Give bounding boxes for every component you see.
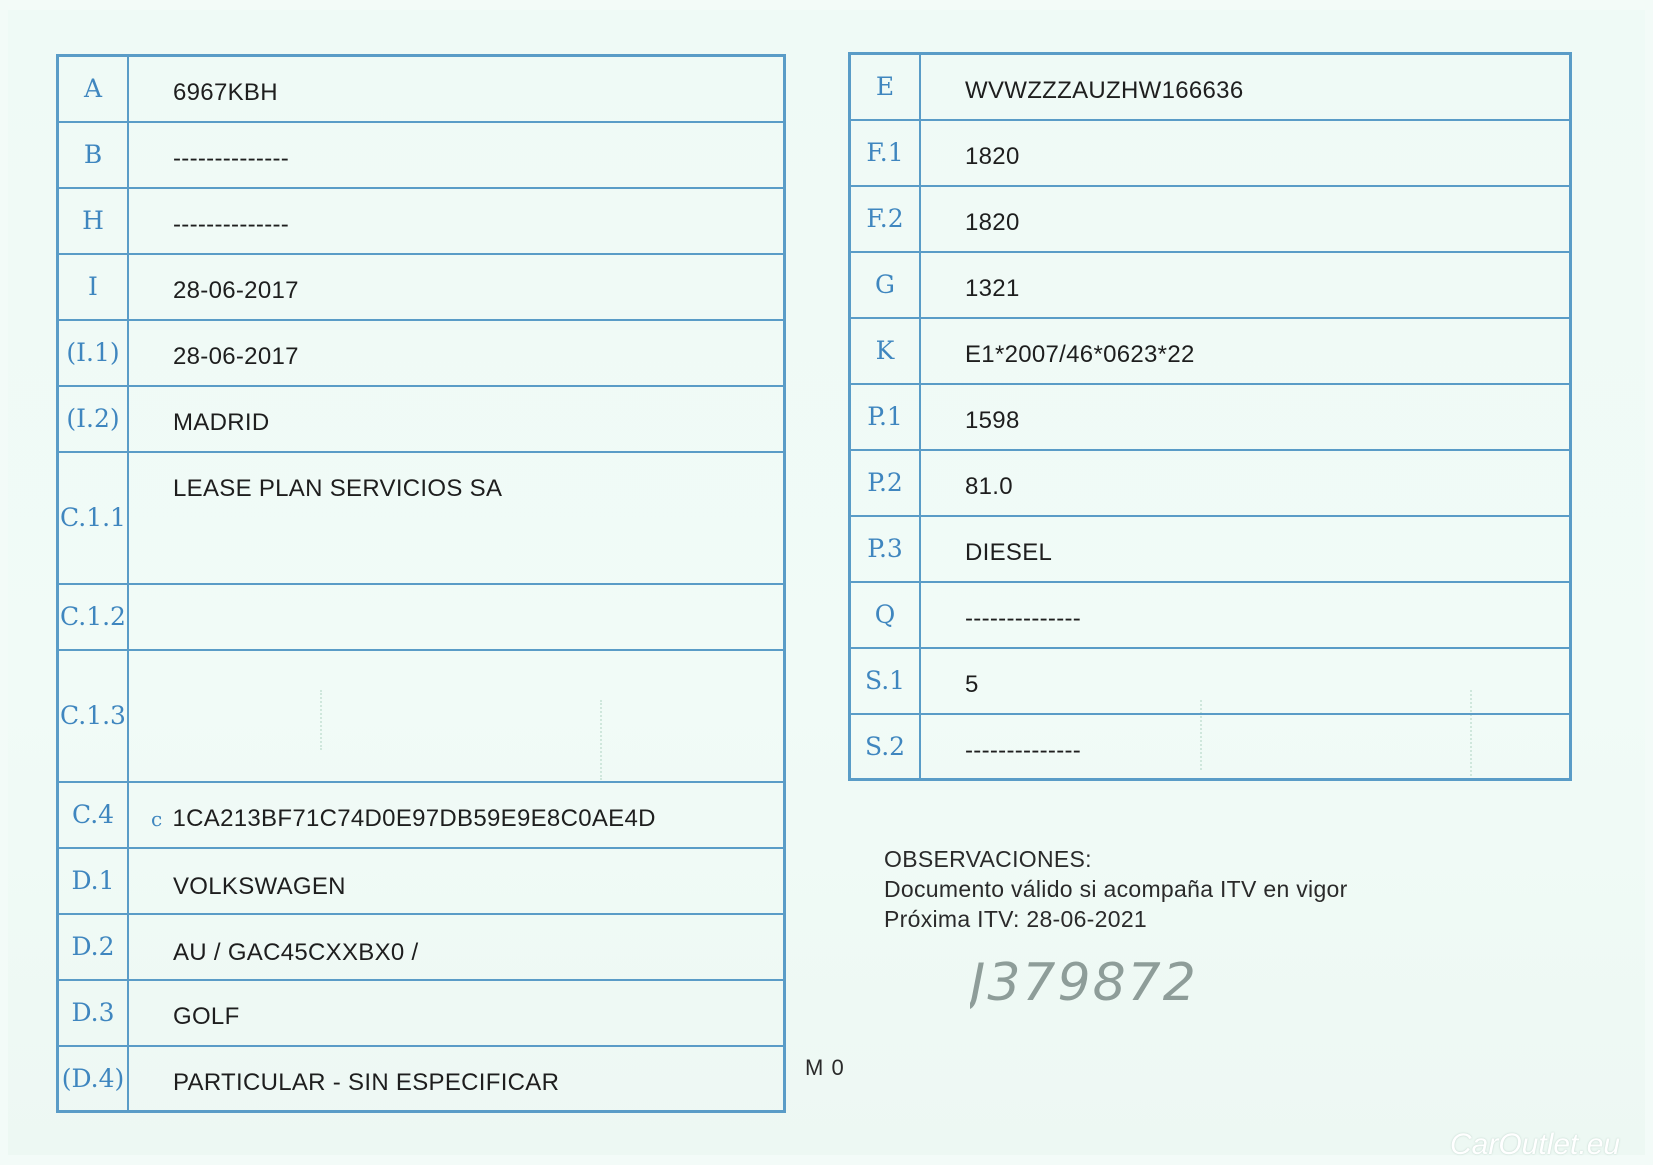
field-code: A [58,56,129,122]
table-row [850,54,1571,120]
field-code: S.1 [850,648,921,714]
field-value-type: AU / GAC45CXXBX0 / [128,914,785,980]
table-row [850,120,1571,186]
left-registration-table [56,54,786,1113]
field-value: 1820 [920,120,1571,186]
field-value: -------------- [128,122,785,188]
field-code: D.3 [58,980,129,1046]
field-value-hash: 1CA213BF71C74D0E97DB59E9E8C0AE4D [172,804,656,832]
table-row [58,584,785,650]
field-value-make: VOLKSWAGEN [128,848,785,914]
table-row [58,980,785,1046]
field-value-c4 [128,782,785,848]
table-row [850,648,1571,714]
observations-block [884,844,1348,934]
table-row [58,650,785,782]
field-code: (I.1) [58,320,129,386]
field-value-model: GOLF [128,980,785,1046]
table-row [58,848,785,914]
field-code: D.1 [58,848,129,914]
table-row [850,318,1571,384]
field-prefix: c [151,806,163,831]
field-code: C.1.1 [58,452,129,584]
field-value: -------------- [920,714,1571,780]
field-code: (D.4) [58,1046,129,1112]
table-row [850,714,1571,780]
field-code: P.1 [850,384,921,450]
field-code: E [850,54,921,120]
field-code: D.2 [58,914,129,980]
field-value-approval: E1*2007/46*0623*22 [920,318,1571,384]
right-registration-table [848,52,1572,781]
field-code: K [850,318,921,384]
table-row [58,320,785,386]
table-row [58,254,785,320]
table-row [58,122,785,188]
field-value: -------------- [128,188,785,254]
table-row [58,782,785,848]
field-value: 1598 [920,384,1571,450]
field-value-owner: LEASE PLAN SERVICIOS SA [128,452,785,584]
field-value: 1820 [920,186,1571,252]
field-code: H [58,188,129,254]
field-value-city: MADRID [128,386,785,452]
field-code: F.1 [850,120,921,186]
table-row [58,914,785,980]
table-row [850,582,1571,648]
field-value: 81.0 [920,450,1571,516]
field-value-vin: WVWZZZAUZHW166636 [920,54,1571,120]
handwritten-number [970,950,1210,1020]
m-code-label: M 0 [805,1055,845,1080]
field-code: P.3 [850,516,921,582]
field-code: S.2 [850,714,921,780]
observations-title: OBSERVACIONES: [884,846,1092,872]
field-value-use: PARTICULAR - SIN ESPECIFICAR [128,1046,785,1112]
table-row [58,56,785,122]
field-value-date: 28-06-2017 [128,320,785,386]
field-value: 1321 [920,252,1571,318]
table-row [850,516,1571,582]
table-row [850,252,1571,318]
field-code: F.2 [850,186,921,252]
field-value-date: 28-06-2017 [128,254,785,320]
field-code: C.1.2 [58,584,129,650]
field-code: C.4 [58,782,129,848]
observations-line: Documento válido si acompaña ITV en vigor [884,876,1348,902]
field-value-seats: 5 [920,648,1571,714]
field-code: C.1.3 [58,650,129,782]
field-code: (I.2) [58,386,129,452]
field-code: B [58,122,129,188]
field-code: P.2 [850,450,921,516]
field-code: Q [850,582,921,648]
table-row [850,384,1571,450]
field-value-plate: 6967KBH [128,56,785,122]
field-value [128,650,785,782]
table-row [850,450,1571,516]
field-value [128,584,785,650]
caroutlet-watermark: CarOutlet.eu [1450,1128,1621,1161]
table-row [58,452,785,584]
field-value-fuel: DIESEL [920,516,1571,582]
table-row [58,386,785,452]
field-code: I [58,254,129,320]
table-row [58,1046,785,1112]
field-value: -------------- [920,582,1571,648]
field-code: G [850,252,921,318]
handwritten-number-text: J379872 [970,953,1198,1013]
observations-line: Próxima ITV: 28-06-2021 [884,906,1147,932]
table-row [850,186,1571,252]
table-row [58,188,785,254]
